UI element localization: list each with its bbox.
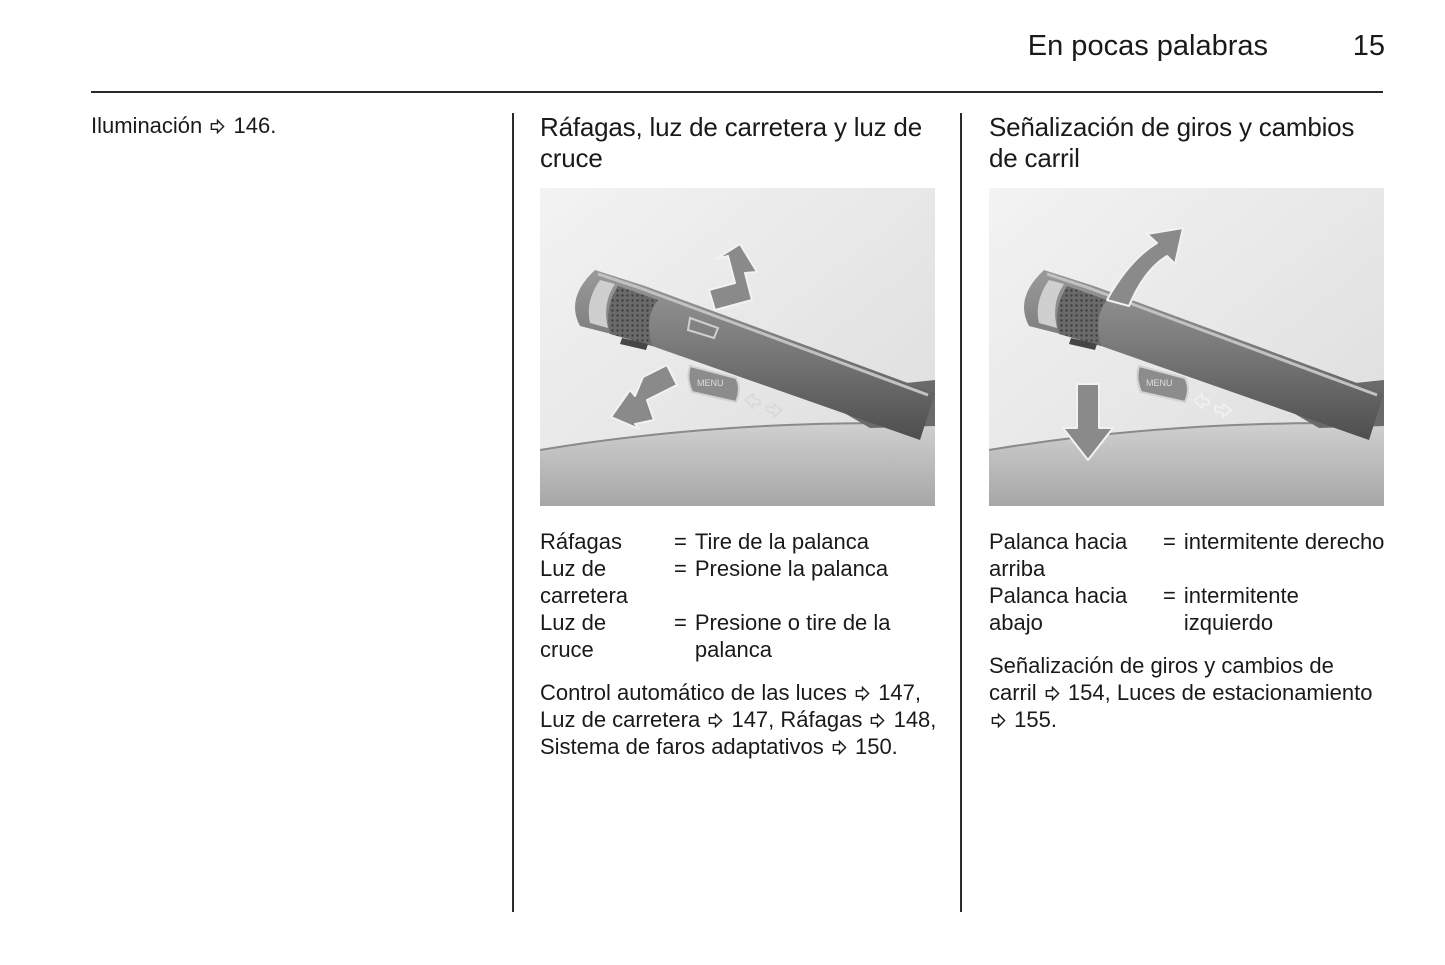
menu-button-label: MENU (697, 378, 724, 388)
reference-text: Control automático de las luces (540, 680, 847, 705)
column-divider-1 (512, 113, 514, 912)
definition-term: Palanca hacia abajo (989, 583, 1128, 635)
arrow-reference-icon (832, 740, 847, 755)
definition-value: intermitente derecho (1183, 529, 1385, 554)
definition-term: Luz de cruce (540, 610, 607, 662)
definition-value: intermitente izquierdo (1183, 583, 1299, 635)
equals-sign: = (674, 556, 687, 581)
definition-term: Palanca hacia arriba (989, 529, 1128, 581)
illumination-page-ref: 146. (233, 113, 277, 138)
section-title-turn-signals: Señalización de giros y cambios de carril (989, 112, 1355, 173)
equals-sign: = (674, 610, 687, 635)
turn-signal-references (989, 652, 1387, 733)
definition-row (540, 609, 938, 663)
illumination-label: Iluminación (91, 113, 203, 138)
lights-references (540, 679, 938, 760)
arrow-reference-icon (1045, 686, 1060, 701)
turn-signal-definitions (989, 528, 1387, 636)
column-1 (91, 112, 491, 139)
illumination-reference (91, 112, 491, 139)
definition-row (989, 582, 1387, 636)
reference-text: 147, Luz de carretera (540, 680, 922, 732)
header-rule (91, 91, 1383, 93)
arrow-reference-icon (991, 713, 1006, 728)
definition-value: Presione o tire de la palanca (694, 610, 891, 662)
reference-text: 150. (854, 734, 898, 759)
definition-row (540, 555, 938, 609)
reference-text: Señalización de giros y cambios de carril (989, 653, 1334, 705)
column-3 (989, 112, 1387, 733)
arrow-reference-icon (855, 686, 870, 701)
section-title-lights: Ráfagas, luz de carretera y luz de cruce (540, 112, 922, 173)
lights-definitions (540, 528, 938, 663)
reference-text: 147, Ráfagas (731, 707, 863, 732)
reference-text: 155. (1014, 707, 1057, 732)
definition-value: Tire de la palanca (694, 529, 869, 554)
definition-term: Luz de carretera (540, 556, 629, 608)
page-number: 15 (1352, 30, 1385, 62)
light-lever-illustration (540, 188, 935, 506)
menu-button-label: MENU (1146, 378, 1173, 388)
definition-row (989, 528, 1387, 582)
arrow-reference-icon (210, 119, 225, 134)
equals-sign: = (674, 529, 687, 554)
equals-sign: = (1163, 583, 1176, 608)
reference-text: 148, Sistema de faros adaptativos (540, 707, 937, 759)
reference-text: 154, Luces de estacionamiento (1067, 680, 1373, 705)
definition-value: Presione la palanca (694, 556, 889, 581)
definition-row (540, 528, 938, 555)
column-2 (540, 112, 938, 760)
equals-sign: = (1163, 529, 1176, 554)
column-divider-2 (960, 113, 962, 912)
turn-signal-lever-illustration (989, 188, 1384, 506)
header-title: En pocas palabras (1027, 30, 1268, 62)
arrow-reference-icon (708, 713, 723, 728)
arrow-reference-icon (870, 713, 885, 728)
definition-term: Ráfagas (540, 529, 622, 554)
